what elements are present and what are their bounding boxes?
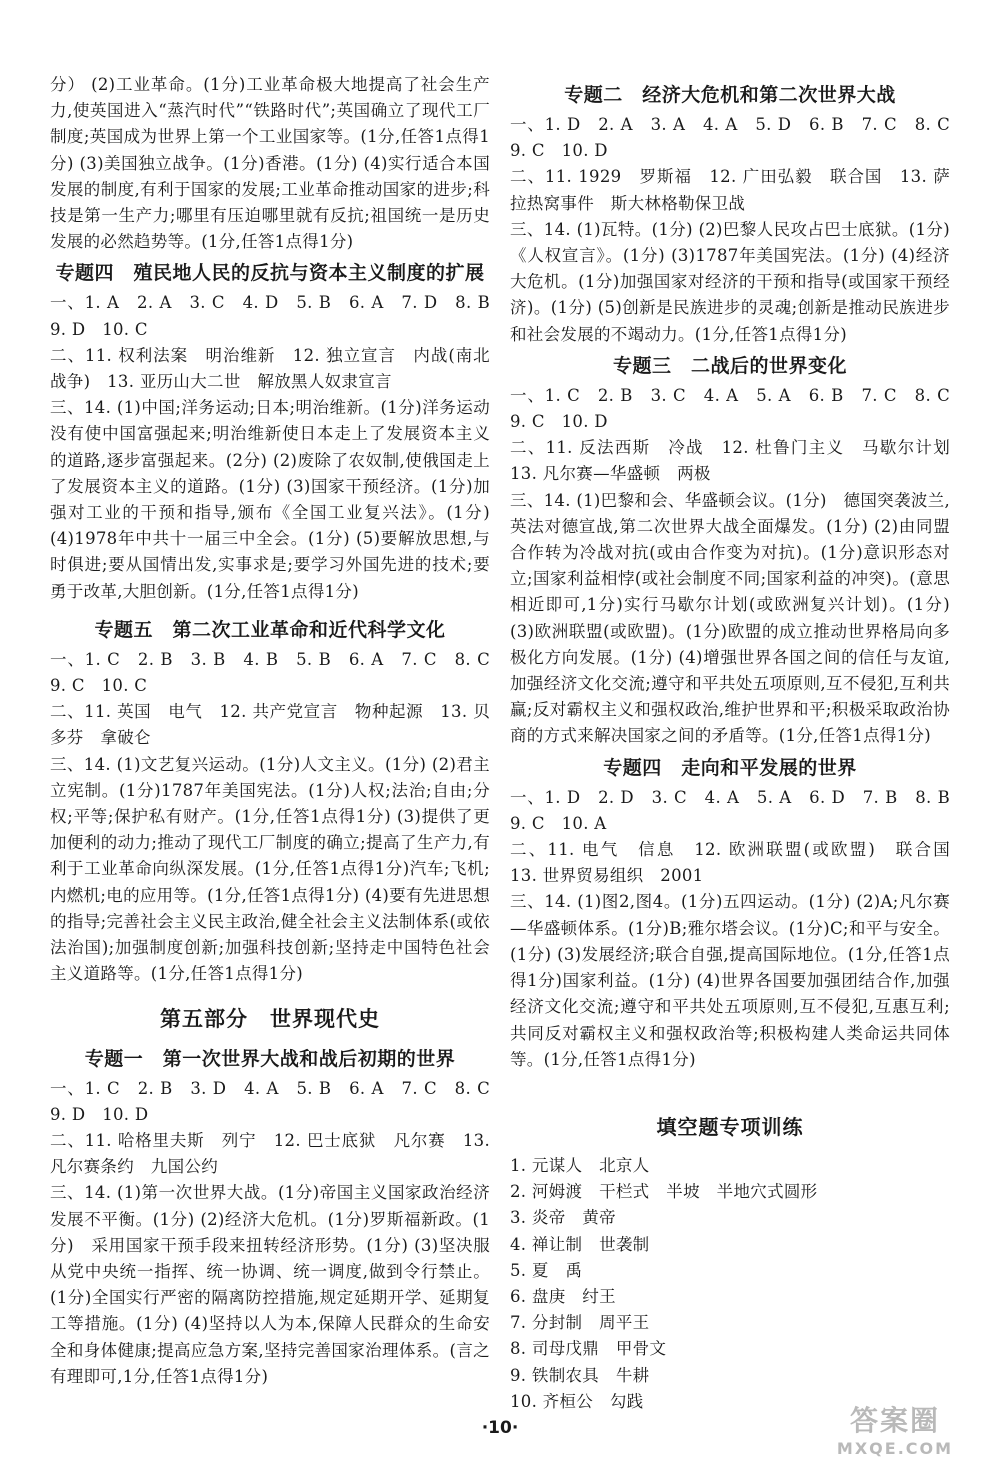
list-item: 3. 炎帝 黄帝 xyxy=(510,1208,616,1228)
topic2-fill-answers: 二、11. 1929 罗斯福 12. 广田弘毅 联合国 13. 萨拉热窝事件 斯大林格勒保卫战 xyxy=(510,167,950,213)
carryover-answers: 分） (2)工业革命。(1分)工业革命极大地提高了社会生产力,使英国进入“蒸汽时代”“铁路时代”;英国确立了现代工厂制度;英国成为世界上第一个工业国家等。(1分,任答1点得1分) (3)美国独立战争。(1分)香港。(1分) (4)实行适合本国发展的制度,有利于国家的发展;工业革命推动国家的进步;科技是第一生产力;哪里有压迫哪里就有反抗;祖国统一是历史发展的必然趋势等。(1分,任答1点得1分) xyxy=(50,75,490,252)
topic4-fill-answers: 二、11. 权利法案 明治维新 12. 独立宣言 内战(南北战争) 13. 亚历山大二世 解放黑人奴隶宣言 xyxy=(50,345,490,392)
topic4b-heading: 专题四 走向和平发展的世界 xyxy=(603,756,857,779)
topic4b-fill-answers: 二、11. 电气 信息 12. 欧洲联盟(或欧盟) 联合国 13. 世界贸易组织 2001 xyxy=(510,840,967,886)
topic1-heading: 专题一 第一次世界大战和战后初期的世界 xyxy=(84,1047,456,1070)
topic5-essay-answers: 三、14. (1)文艺复兴运动。(1分)人文主义。(1分) (2)君主立宪制。(1分)1787年美国宪法。(1分)人权;法治;自由;分权;平等;保护私有财产。(1分,任答1点得1分) (3)提供了更加便利的动力;推动了现代工厂制度的确立;提高了生产力,有利于工业革命向纵深发展。(1分,任答1点得1分)汽车;飞机;内燃机;电的应用等。(1分,任答1点得1分) (4)要有先进思想的指导;完善社会主义民主政治,健全社会主义法制体系(或依法治国);加强制度创新;加强科技创新;坚持走中国特色社会主义道路等。(1分,任答1点得1分) xyxy=(50,754,490,984)
watermark-icon: 答案圈 xyxy=(849,1404,940,1437)
watermark-domain: MXQE.COM xyxy=(836,1439,954,1458)
part5-heading: 第五部分 世界现代史 xyxy=(160,1006,380,1031)
topic5-heading: 专题五 第二次工业革命和近代科学文化 xyxy=(94,618,446,641)
list-item: 10. 齐桓公 勾践 xyxy=(510,1391,644,1411)
topic1-fill-answers: 二、11. 哈格里夫斯 列宁 12. 巴士底狱 凡尔赛 13. 凡尔赛条约 九国公约 xyxy=(50,1130,490,1177)
list-item: 6. 盘庚 纣王 xyxy=(510,1286,616,1306)
topic1-essay-answers: 三、14. (1)第一次世界大战。(1分)帝国主义国家政治经济发展不平衡。(1分) (2)经济大危机。(1分)罗斯福新政。(1分) 采用国家干预手段来扭转经济形势。(1分) (3)坚决服从党中央统一指挥、统一协调、统一调度,做到令行禁止。(1分)全国实行严密的隔离防控措施,规定延期开学、延期复工等措施。(1分) (4)坚持以人为本,保障人民群众的生命安全和身体健康;提高应急方案,坚持完善国家治理体系。(言之有理即可,1分,任答1点得1分) xyxy=(50,1183,490,1386)
topic1-choice-answers: 一、1. C 2. B 3. D 4. A 5. B 6. A 7. C 8. C 9. D 10. D xyxy=(50,1078,507,1124)
topic4-essay-answers: 三、14. (1)中国;洋务运动;日本;明治维新。(1分)洋务运动没有使中国富强起来;明治维新使日本走上了发展资本主义的道路,逐步富强起来。(2分) (2)废除了农奴制,使俄国走上了发展资本主义的道路。(1分) (3)国家干预经济。(1分)加强对工业的干预和指导,颁布《全国工业复兴法》。(1分) (4)1978年中共十一届三中全会。(1分) (5)要解放思想,与时俱进;要从国情出发,实事求是;要学习外国先进的技术;要勇于改革,大胆创新。(1分,任答1点得1分) xyxy=(50,398,490,601)
topic2-heading: 专题二 经济大危机和第二次世界大战 xyxy=(564,84,896,106)
fill-answer-list xyxy=(510,1153,950,1415)
topic4b-choice-answers: 一、1. D 2. D 3. C 4. A 5. A 6. D 7. B 8. B 9. C 10. A xyxy=(510,787,967,833)
page-number: ·10· xyxy=(481,1418,519,1438)
fill-training-heading: 填空题专项训练 xyxy=(656,1114,804,1139)
topic4b-essay-answers: 三、14. (1)图2,图4。(1分)五四运动。(1分) (2)A;凡尔赛—华盛顿体系。(1分)B;雅尔塔会议。(1分)C;和平与安全。(1分) (3)发展经济;联合自强,提高国际地位。(1分,任答1点得1分)国家利益。(1分) (4)世界各国要加强团结合作,加强经济文化交流;遵守和平共处五项原则,互不侵犯,互惠互利;共同反对霸权主义和强权政治等;积极构建人类命运共同体等。(1分,任答1点得1分) xyxy=(510,892,950,1069)
list-item: 2. 河姆渡 干栏式 半坡 半地穴式圆形 xyxy=(510,1182,818,1202)
list-item: 9. 铁制农具 牛耕 xyxy=(510,1365,650,1385)
list-item: 7. 分封制 周平王 xyxy=(510,1313,650,1333)
topic4-choice-answers: 一、1. A 2. A 3. C 4. D 5. B 6. A 7. D 8. B 9. D 10. C xyxy=(50,293,507,339)
topic3-fill-answers: 二、11. 反法西斯 冷战 12. 杜鲁门主义 马歇尔计划 13. 凡尔赛—华盛顿 两极 xyxy=(510,438,967,484)
topic5-choice-answers: 一、1. C 2. B 3. B 4. B 5. B 6. A 7. C 8. C 9. C 10. C xyxy=(50,649,507,696)
topic2-choice-answers: 一、1. D 2. A 3. A 4. A 5. D 6. B 7. C 8. C 9. C 10. D xyxy=(510,115,967,161)
list-item: 1. 元谋人 北京人 xyxy=(510,1155,650,1175)
list-item: 8. 司母戊鼎 甲骨文 xyxy=(510,1339,667,1359)
left-column xyxy=(50,72,507,1390)
topic3-essay-answers: 三、14. (1)巴黎和会、华盛顿会议。(1分) 德国突袭波兰,英法对德宣战,第二次世界大战全面爆发。(1分) (2)由同盟合作转为冷战对抗(或由合作变为对抗)。(1分)意识形态对立;国家利益相悖(或社会制度不同;国家利益的冲突)。(意思相近即可,1分)实行马歇尔计划(或欧洲复兴计划)。(1分) (3)欧洲联盟(或欧盟)。(1分)欧盟的成立推动世界格局向多极化方向发展。(1分) (4)增强世界各国之间的信任与友谊,加强经济文化交流;遵守和平共处五项原则,互不侵犯,互利共赢;反对霸权主义和强权政治,维护世界和平;积极采取政治协商的方式来解决国家之间的矛盾等。(1分,任答1点得1分) xyxy=(510,490,950,746)
list-item: 5. 夏 禹 xyxy=(510,1260,583,1280)
watermark-logo xyxy=(810,1404,980,1466)
topic4-heading: 专题四 殖民地人民的反抗与资本主义制度的扩展 xyxy=(55,262,485,285)
topic5-fill-answers: 二、11. 英国 电气 12. 共产党宣言 物种起源 13. 贝多芬 拿破仑 xyxy=(50,702,490,748)
right-column xyxy=(510,72,967,1415)
topic2-essay-answers: 三、14. (1)瓦特。(1分) (2)巴黎人民攻占巴士底狱。(1分)《人权宣言》。(1分) (3)1787年美国宪法。(1分) (4)经济大危机。(1分)加强国家对经济的干预和指导(或国家干预经济)。(1分) (5)创新是民族进步的灵魂;创新是推动民族进步和社会发展的不竭动力。(1分,任答1点得1分) xyxy=(510,219,950,344)
topic3-heading: 专题三 二战后的世界变化 xyxy=(612,354,847,377)
list-item: 4. 禅让制 世袭制 xyxy=(510,1234,650,1254)
topic3-choice-answers: 一、1. C 2. B 3. C 4. A 5. A 6. B 7. C 8. C 9. C 10. D xyxy=(510,385,967,432)
